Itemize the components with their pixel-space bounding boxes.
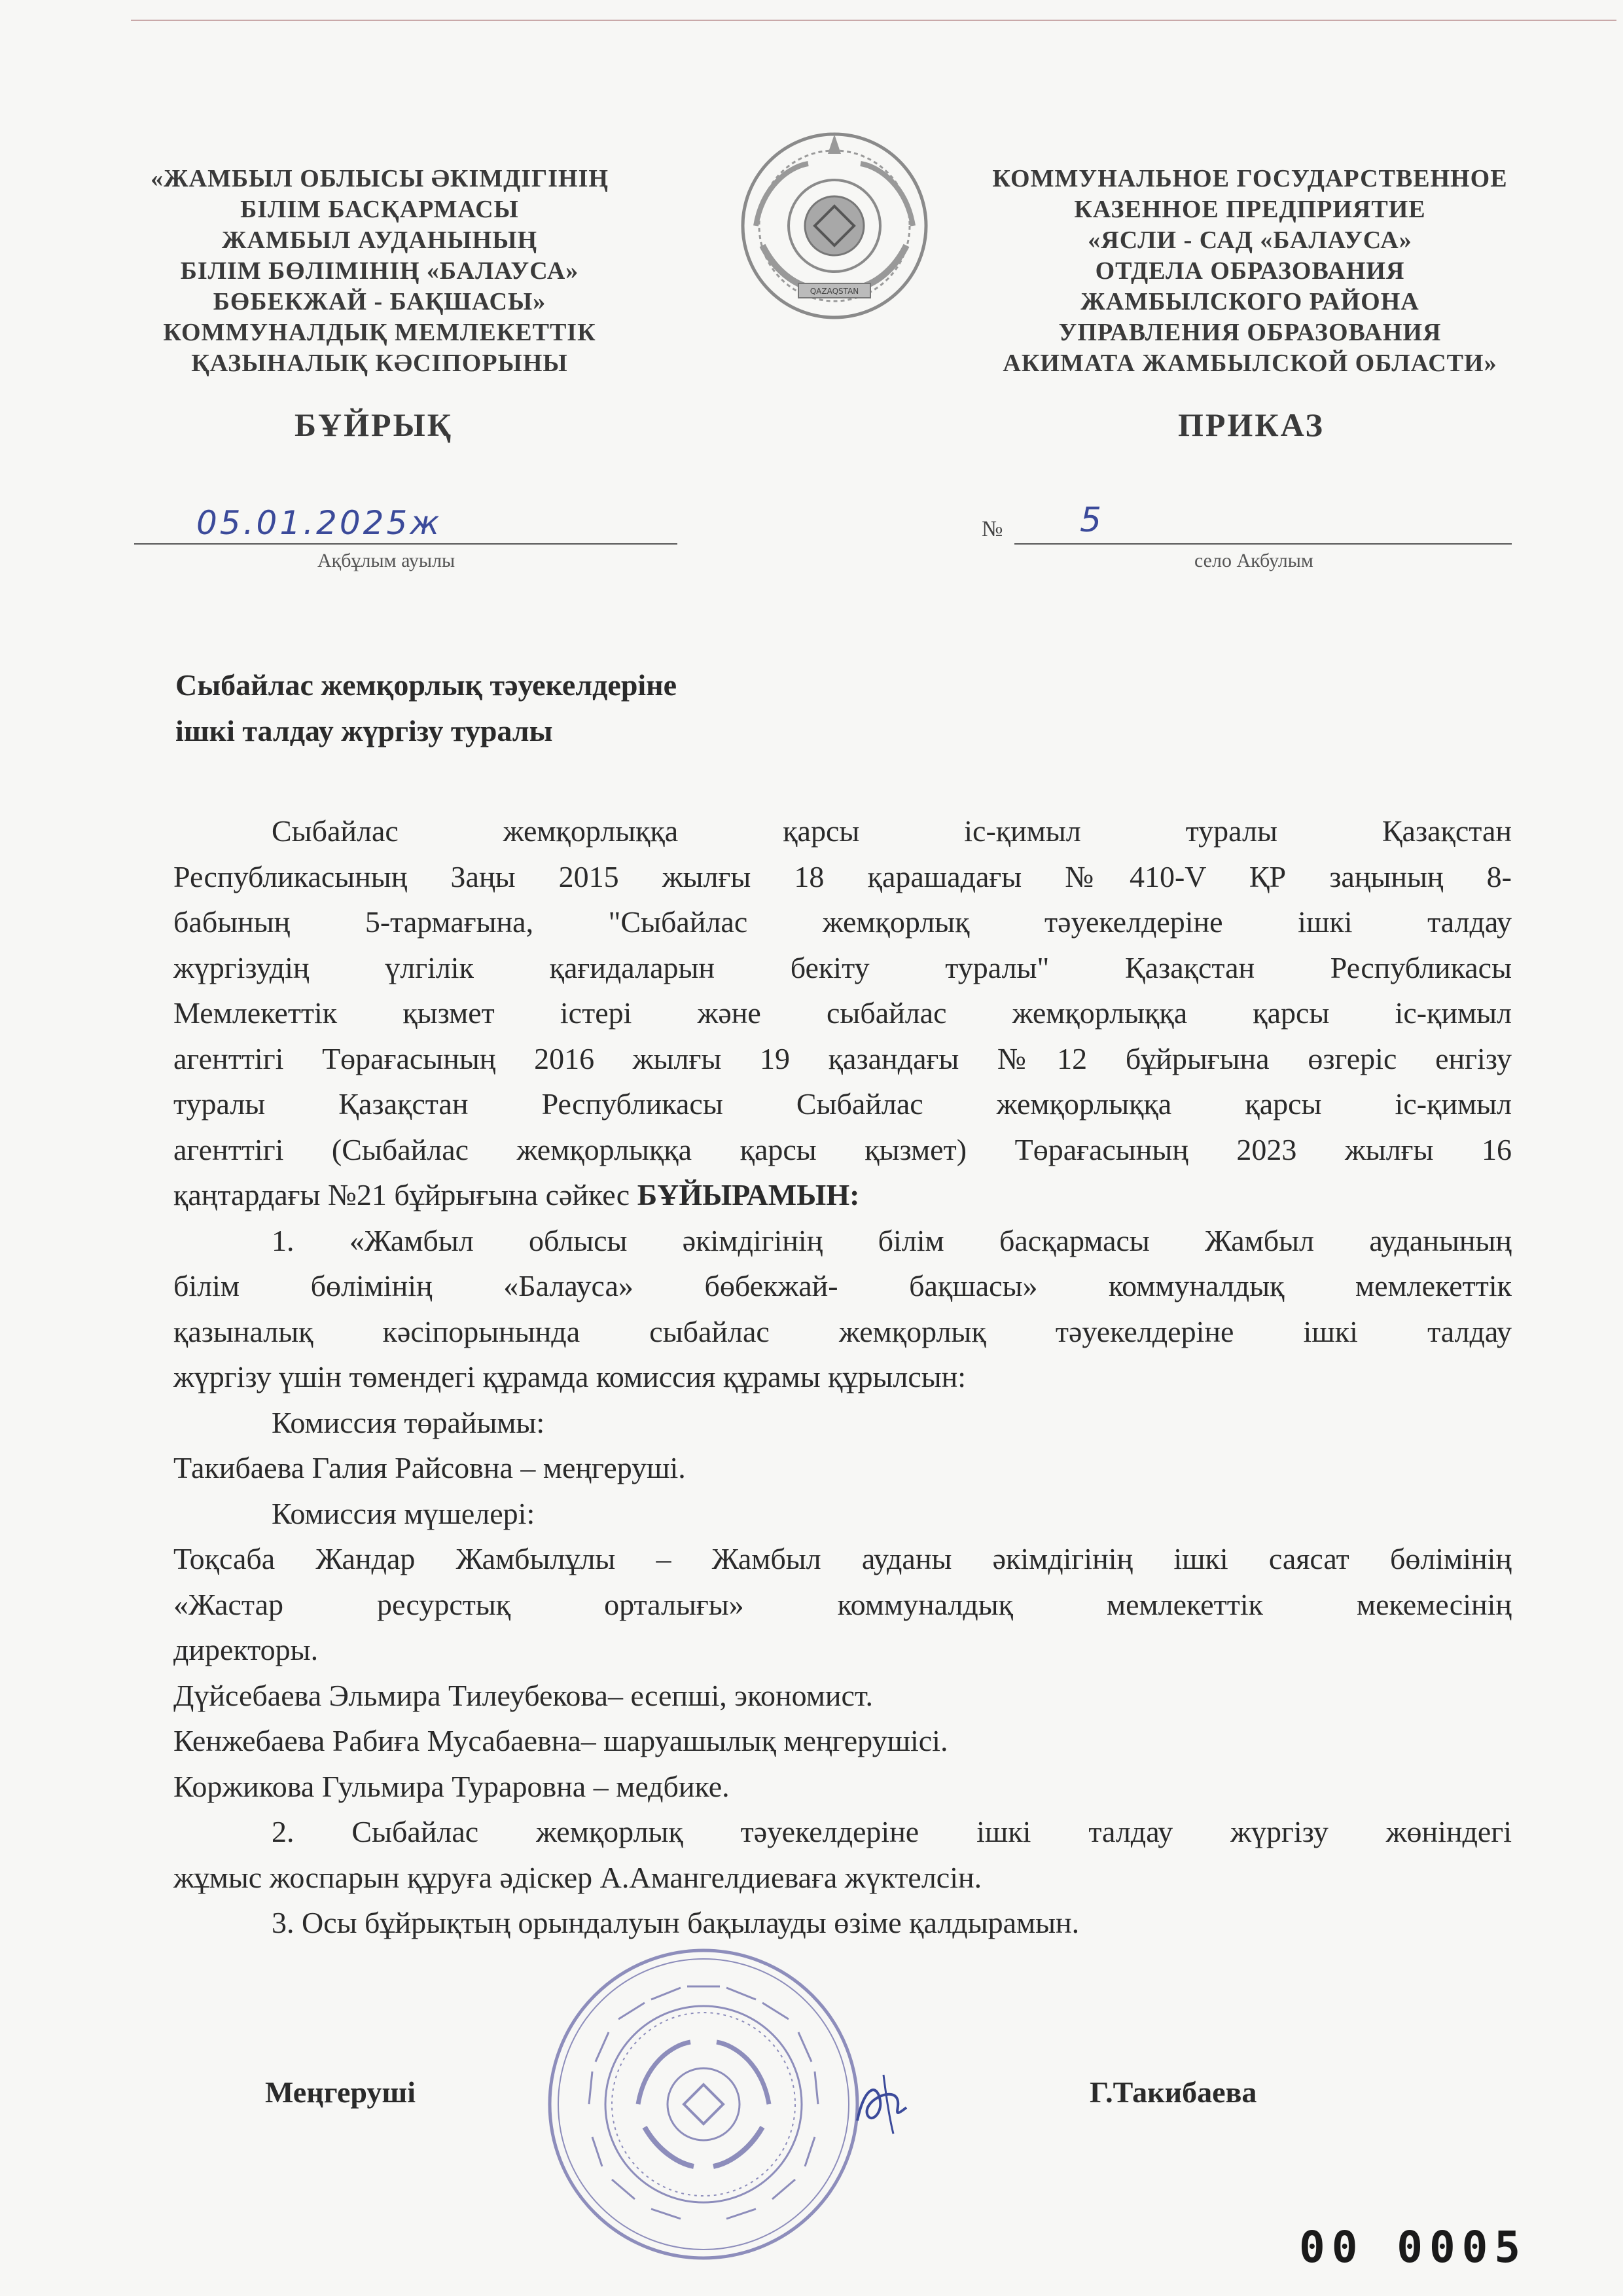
member-line: Кенжебаева Рабиға Мусабаевна– шаруашылық меңгерушісі. [173,1724,948,1757]
header-kz-line: БӨБЕКЖАЙ - БАҚШАСЫ» [213,288,546,315]
header-ru [982,164,1518,379]
serial-number: 00 0005 [1299,2222,1527,2272]
header-ru-line: УПРАВЛЕНИЯ ОБРАЗОВАНИЯ [1058,319,1442,346]
header-ru-line: «ЯСЛИ - САД «БАЛАУСА» [1088,226,1412,254]
header-kz-line: ҚАЗЫНАЛЫҚ КӘСІПОРЫНЫ [191,350,568,377]
members-label: Комиссия мүшелері: [272,1496,535,1530]
body-line: Мемлекеттік қызмет істері және сыбайлас жемқорлыққа қарсы іс-қимыл [173,996,1512,1030]
item-2-line: жұмыс жоспарын құруға әдіскер А.Амангелдиеваға жүктелсін. [173,1860,982,1894]
place-kz: Ақбұлым ауылы [317,550,455,571]
chair-label: Комиссия төрайымы: [272,1405,545,1439]
doc-title-kz: БҰЙРЫҚ [294,406,453,443]
order-body [173,808,1512,1946]
header-ru-line: КОММУНАЛЬНОЕ ГОСУДАРСТВЕННОЕ [992,165,1508,192]
item-1-line: жүргізу үшін төмендегі құрамда комиссия құрамы құрылсын: [173,1360,967,1393]
header-kz-line: КОММУНАЛДЫҚ МЕМЛЕКЕТТІК [163,319,596,346]
round-seal-icon [540,1941,867,2268]
header-ru-line: КАЗЕННОЕ ПРЕДПРИЯТИЕ [1074,196,1426,223]
header-ru-line: АКИМАТА ЖАМБЫЛСКОЙ ОБЛАСТИ» [1003,350,1497,377]
body-line [173,1172,1512,1218]
header-kz-line: ЖАМБЫЛ АУДАНЫНЫҢ [221,226,538,254]
signatory-title: Меңгеруші [265,2075,416,2109]
chair-person: Такибаева Галия Райсовна – меңгеруші. [173,1451,686,1484]
body-line: бабының 5-тармағына, "Сыбайлас жемқорлық тәуекелдеріне ішкі талдау [173,905,1512,939]
header-kz-line: БІЛІМ БАСҚАРМАСЫ [240,196,519,223]
header-kz [124,164,635,379]
order-number: 5 [1080,501,1102,540]
signature-icon [844,2062,923,2140]
top-border-line [131,20,1616,21]
item-1-line: қазыналық кәсіпорынында сыбайлас жемқорлық тәуекелдеріне ішкі талдау [173,1314,1512,1348]
body-line: жүргізудің үлгілік қағидаларын бекіту туралы" Қазақстан Республикасы [173,950,1512,984]
doc-title-ru: ПРИКАЗ [1178,406,1325,443]
emblem-text: QAZAQSTAN [810,287,859,296]
state-emblem-icon [736,128,933,324]
signatory-name: Г.Такибаева [1090,2075,1257,2109]
body-text: қаңтардағы №21 бұйрығына сәйкес [173,1178,637,1211]
member-line: Тоқсаба Жандар Жамбылұлы – Жамбыл ауданы әкімдігінің ішкі саясат бөлімінің [173,1542,1512,1575]
header-ru-line: ЖАМБЫЛСКОГО РАЙОНА [1080,288,1419,315]
header-ru-line: ОТДЕЛА ОБРАЗОВАНИЯ [1095,257,1405,285]
place-ru: село Акбулым [1194,550,1313,571]
body-line: Республикасының Заңы 2015 жылғы 18 қарашадағы №410-V ҚР заңының 8- [173,859,1512,893]
header-kz-line: «ЖАМБЫЛ ОБЛЫСЫ ӘКІМДІГІНІҢ [151,165,609,192]
body-line: туралы Қазақстан Республикасы Сыбайлас жемқорлыққа қарсы іс-қимыл [173,1087,1512,1121]
date-underline [134,543,677,545]
header-kz-line: БІЛІМ БӨЛІМІНІҢ «БАЛАУСА» [180,257,579,285]
item-1-line: білім бөлімінің «Балауса» бөбекжай- бақшасы» коммуналдық мемлекеттік [173,1269,1512,1302]
order-date: 05.01.2025ж [196,504,442,542]
member-line: директоры. [173,1633,319,1666]
body-line: агенттігі (Сыбайлас жемқорлыққа қарсы қызмет) Төрағасының 2023 жылғы 16 [173,1132,1512,1166]
subject-line: Сыбайлас жемқорлық тәуекелдеріне [175,668,677,702]
item-1-line: 1. «Жамбыл облысы әкімдігінің білім басқармасы Жамбыл ауданының [272,1223,1512,1257]
order-subject [175,662,677,754]
member-line: Дүйсебаева Эльмира Тилеубекова– есепші, экономист. [173,1678,874,1712]
body-line: агенттігі Төрағасының 2016 жылғы 19 қазандағы №12 бұйрығына өзгеріс енгізу [173,1041,1512,1075]
body-line: Сыбайлас жемқорлыққа қарсы іс-қимыл туралы Қазақстан [272,814,1512,848]
order-keyword: БҰЙЫРАМЫН: [637,1178,860,1211]
item-3-line: 3. Осы бұйрықтың орындалуын бақылауды өзіме қалдырамын. [272,1906,1080,1939]
subject-line: ішкі талдау жүргізу туралы [175,714,553,747]
number-underline [1014,543,1512,545]
member-line: Коржикова Гульмира Тураровна – медбике. [173,1769,730,1803]
member-line: «Жастар ресурстық орталығы» коммуналдық мемлекеттік мекемесінің [173,1587,1512,1621]
number-sign: № [982,517,1003,541]
item-2-line: 2. Сыбайлас жемқорлық тәуекелдеріне ішкі талдау жүргізу жөніндегі [272,1815,1512,1848]
